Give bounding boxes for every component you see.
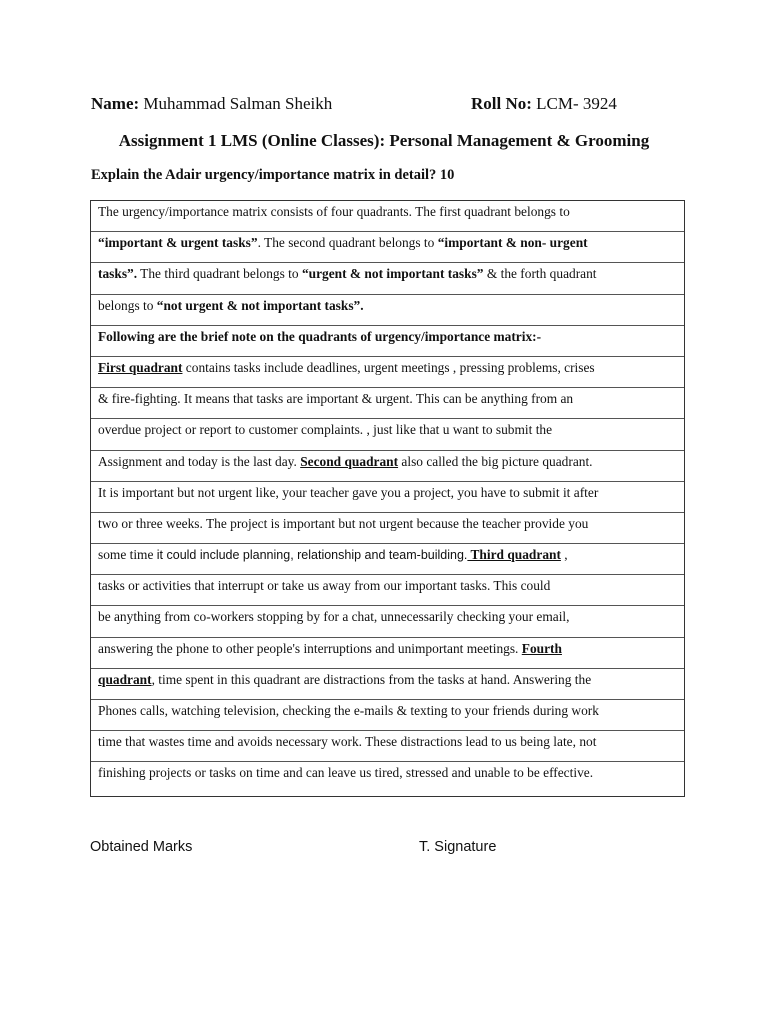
roll-number <box>471 94 617 114</box>
answer-text: , time spent in this quadrant are distractions from the tasks at hand. Answering the <box>151 671 592 687</box>
answer-text: , <box>560 547 568 563</box>
bold-term: tasks”. <box>98 266 138 282</box>
answer-line <box>91 606 684 637</box>
roll-value: LCM- 3924 <box>536 94 617 113</box>
answer-text: tasks or activities that interrupt or take us away from our important tasks. This could <box>98 578 551 594</box>
section-heading: Following are the brief note on the quadrants of urgency/importance matrix:- <box>98 328 542 344</box>
answer-text: it could include planning, relationship and team-building. <box>156 548 468 563</box>
answer-line <box>91 263 684 294</box>
bold-term: “urgent & not important tasks” <box>301 266 484 282</box>
bold-term: “important & non- urgent <box>437 235 588 251</box>
answer-line <box>91 326 684 357</box>
answer-text: belongs to <box>98 297 157 313</box>
answer-line <box>91 544 684 575</box>
answer-text: The urgency/importance matrix consists of four quadrants. The first quadrant belongs to <box>98 204 570 219</box>
answer-text: answering the phone to other people's interruptions and unimportant meetings. <box>98 640 522 656</box>
answer-text: Assignment and today is the last day. <box>98 453 301 469</box>
teacher-signature-label: T. Signature <box>419 839 497 855</box>
answer-text: also called the big picture quadrant. <box>398 453 593 469</box>
fourth-quadrant-term: quadrant <box>98 671 152 687</box>
answer-text: It is important but not urgent like, your teacher gave you a project, you have to submit it after <box>98 484 599 500</box>
answer-text: overdue project or report to customer complaints. , just like that u want to submit the <box>98 422 553 438</box>
answer-line <box>91 295 684 326</box>
answer-text: be anything from co-workers stopping by for a chat, unnecessarily checking your email, <box>98 609 570 625</box>
answer-line <box>91 669 684 700</box>
footer <box>90 839 690 855</box>
answer-line <box>91 700 684 731</box>
answer-line <box>91 638 684 669</box>
answer-text: two or three weeks. The project is important but not urgent because the teacher provide you <box>98 515 589 531</box>
answer-line <box>91 451 684 482</box>
answer-text: some time <box>98 547 157 563</box>
bold-term: “not urgent & not important tasks”. <box>156 297 364 313</box>
answer-line <box>91 419 684 450</box>
answer-text: & fire-fighting. It means that tasks are important & urgent. This can be anything from an <box>98 391 574 407</box>
header-line <box>91 94 691 114</box>
second-quadrant-term: Second quadrant <box>300 453 399 469</box>
answer-line <box>91 731 684 762</box>
answer-text: The third quadrant belongs to <box>137 266 302 282</box>
question-text: Explain the Adair urgency/importance matrix in detail? 10 <box>91 167 455 183</box>
answer-box <box>90 200 685 797</box>
answer-line <box>91 513 684 544</box>
answer-line <box>91 762 684 793</box>
answer-line <box>91 232 684 263</box>
answer-line <box>91 201 684 232</box>
roll-label: Roll No: <box>471 94 532 113</box>
answer-text: contains tasks include deadlines, urgent meetings , pressing problems, crises <box>182 359 595 375</box>
answer-line <box>91 482 684 513</box>
third-quadrant-term: Third quadrant <box>467 547 561 563</box>
fourth-quadrant-term: Fourth <box>521 640 562 656</box>
answer-text: Phones calls, watching television, checking the e-mails & texting to your friends during work <box>98 703 599 718</box>
bold-term: “important & urgent tasks” <box>98 235 258 251</box>
answer-text: & the forth quadrant <box>483 266 597 282</box>
answer-text: time that wastes time and avoids necessary work. These distractions lead to us being late, not <box>98 734 597 750</box>
name-label: Name: <box>91 94 140 113</box>
student-name: Muhammad Salman Sheikh <box>143 94 333 113</box>
answer-line <box>91 388 684 419</box>
answer-line <box>91 575 684 606</box>
answer-text: . The second quadrant belongs to <box>257 235 438 251</box>
obtained-marks-label: Obtained Marks <box>90 839 193 855</box>
answer-line <box>91 357 684 388</box>
assignment-title: Assignment 1 LMS (Online Classes): Personal Management & Grooming <box>118 131 650 150</box>
answer-text: finishing projects or tasks on time and can leave us tired, stressed and unable to be effective. <box>98 765 594 781</box>
first-quadrant-term: First quadrant <box>98 359 183 375</box>
